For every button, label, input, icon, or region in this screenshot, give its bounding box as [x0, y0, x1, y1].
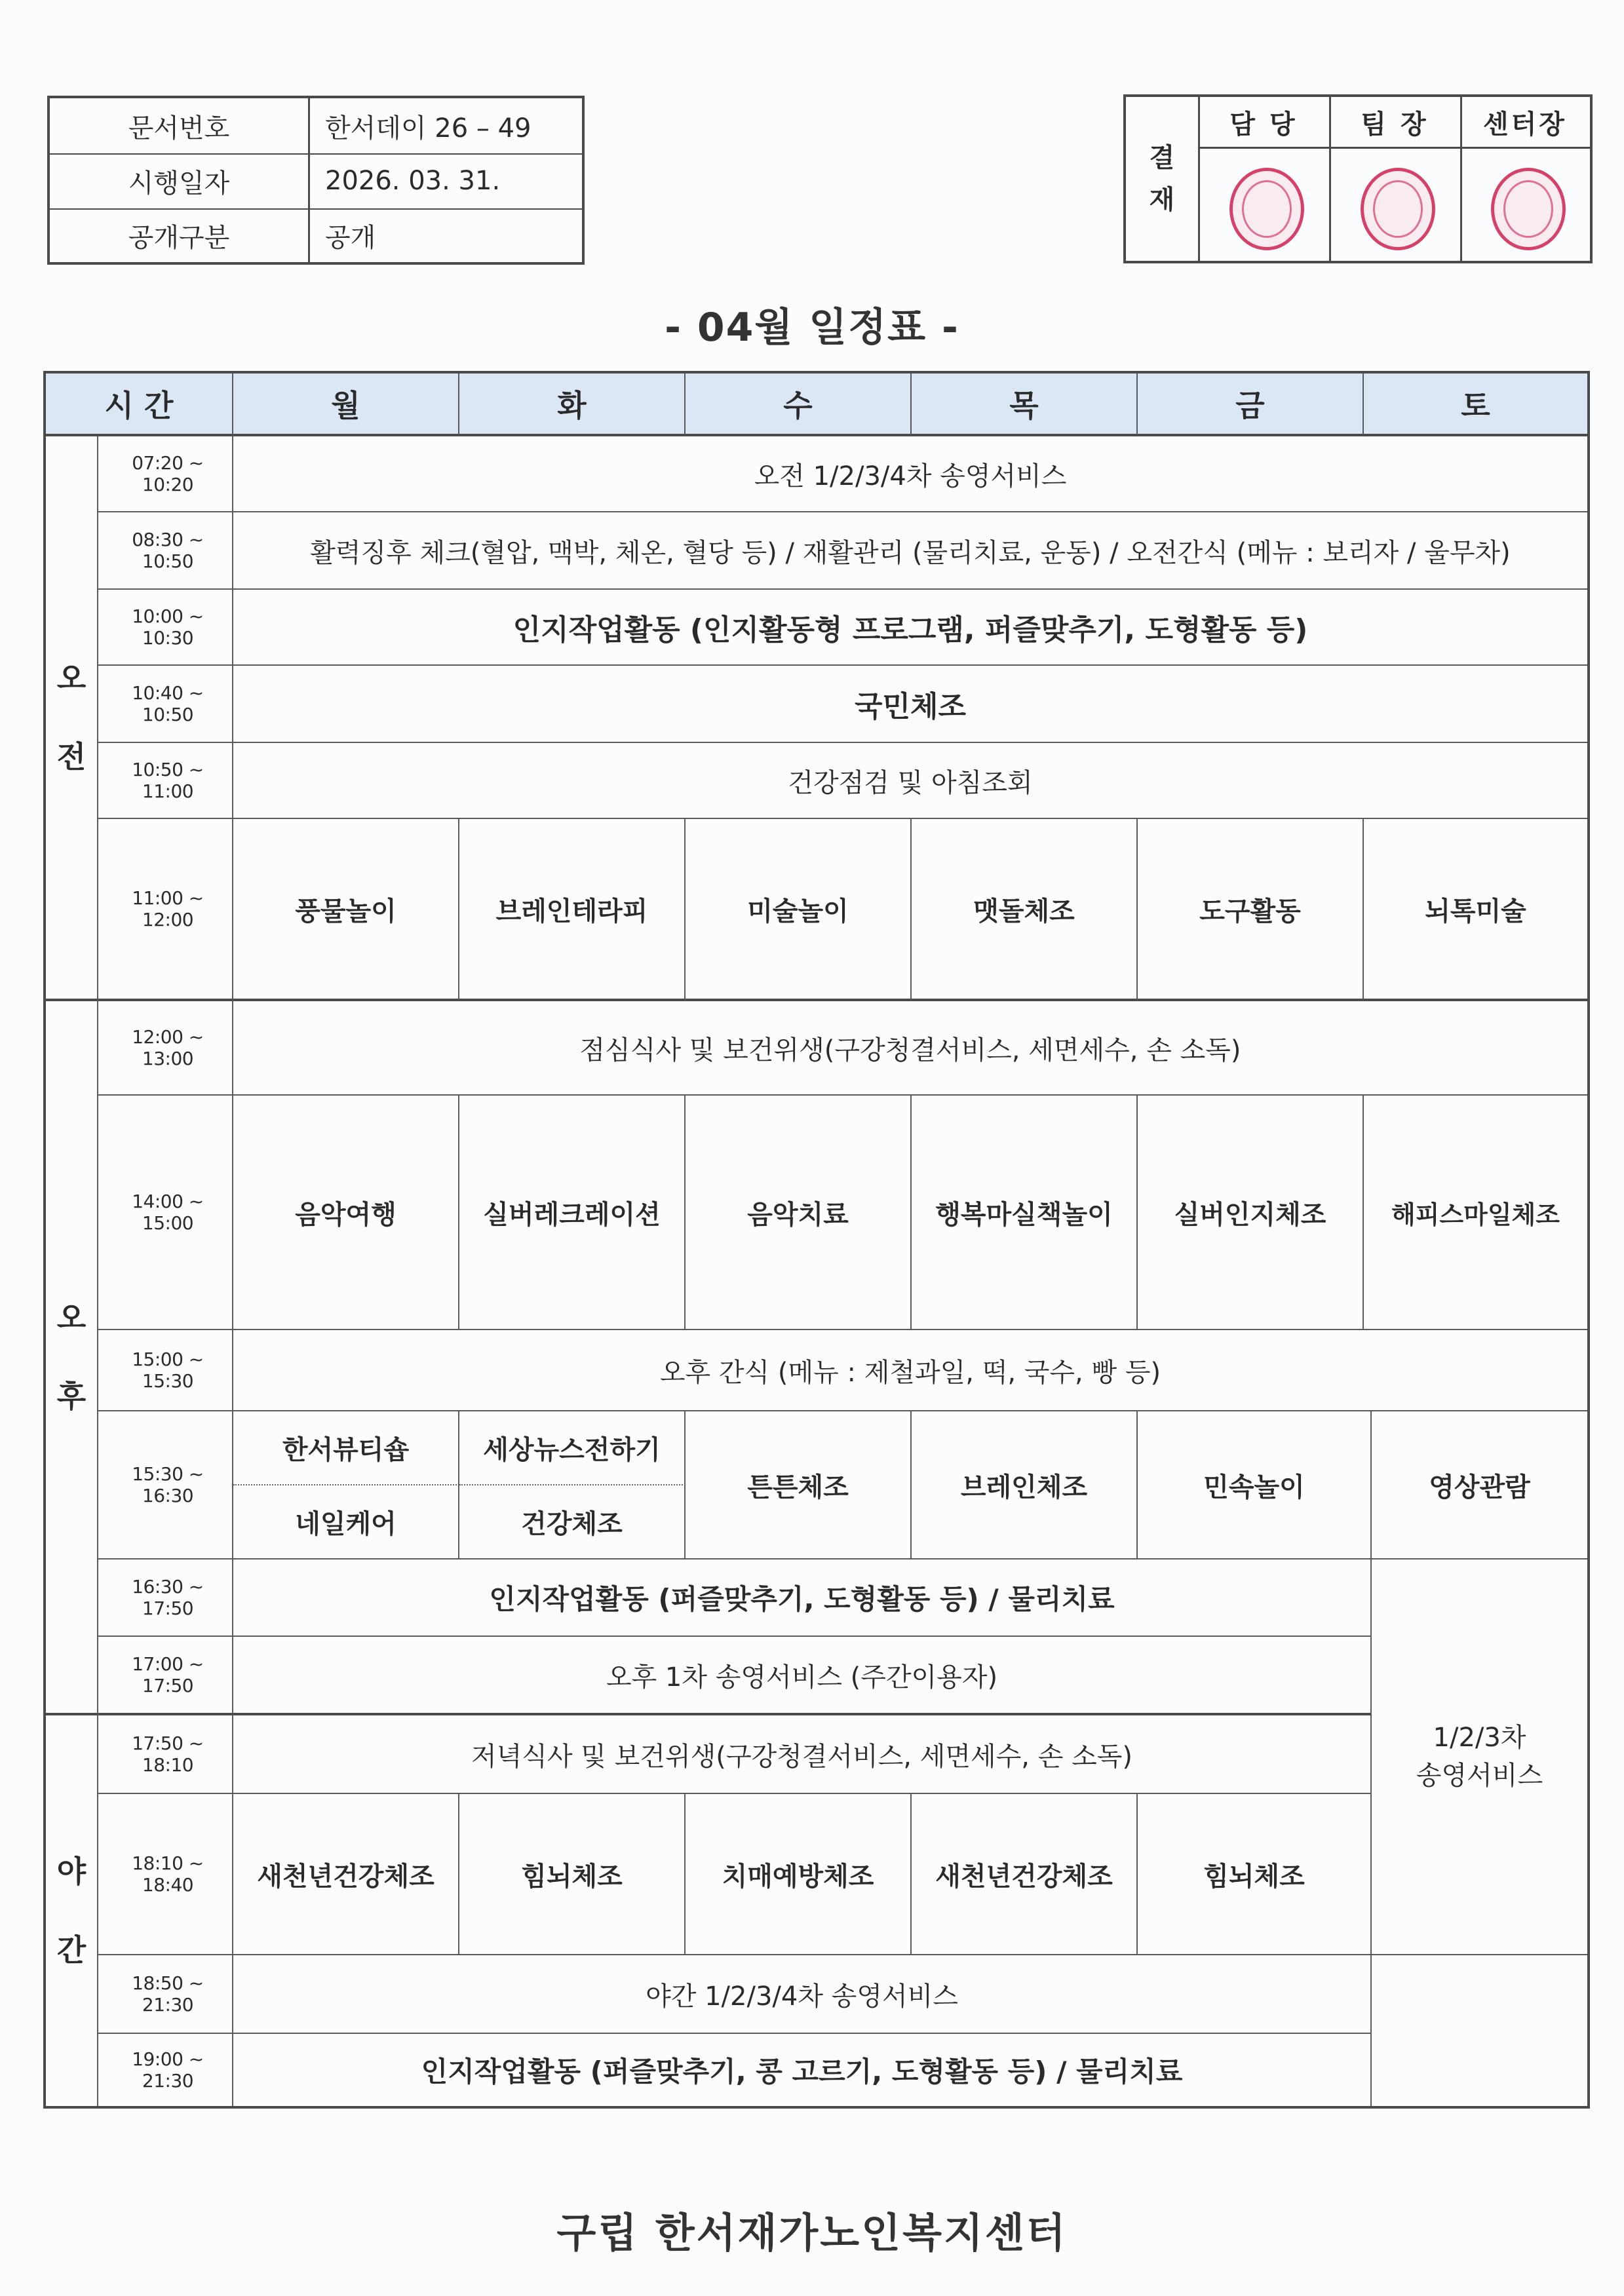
page-title: - 04월 일정표 - — [665, 305, 959, 351]
approval-table — [1123, 94, 1593, 263]
activity-tue-1100: 브레인테라피 — [459, 819, 686, 1001]
approval-side-bottom: 재 — [1149, 185, 1175, 215]
activity-dinner: 저녁식사 및 보건위생(구강청결서비스, 세면세수, 손 소독) — [233, 1715, 1372, 1794]
time-cell: 10:00 ~ 10:30 — [98, 590, 233, 666]
time-cell: 11:00 ~ 12:00 — [98, 819, 233, 1001]
footer-org-name: 구립 한서재가노인복지센터 — [556, 2209, 1068, 2257]
activity-wed-1530: 튼튼체조 — [686, 1411, 912, 1559]
sat-night-empty — [1372, 1955, 1587, 2106]
activity-mon-1810: 새천년건강체조 — [233, 1794, 459, 1955]
activity-fri-1810: 힘뇌체조 — [1138, 1794, 1372, 1955]
header-tue: 화 — [459, 373, 686, 436]
activity-vital-check: 활력징후 체크(혈압, 맥박, 체온, 혈당 등) / 재활관리 (물리치료, 운동) / 오전간식 (메뉴 : 보리자 / 울무차) — [233, 512, 1587, 590]
activity-tue-1530-bottom: 건강체조 — [459, 1485, 686, 1559]
header-wed: 수 — [686, 373, 912, 436]
activity-fri-1100: 도구활동 — [1138, 819, 1364, 1001]
issue-date-value: 2026. 03. 31. — [325, 166, 501, 196]
doc-number-value: 한서데이 26 – 49 — [325, 113, 532, 144]
disclosure-label: 공개구분 — [50, 208, 310, 262]
approval-head-director: 센터장 — [1460, 97, 1590, 149]
seal-stamp-icon — [1361, 168, 1435, 250]
activity-mon-1400: 음악여행 — [233, 1096, 459, 1330]
time-cell: 07:20 ~ 10:20 — [98, 436, 233, 512]
activity-cognitive-night: 인지작업활동 (퍼즐맞추기, 콩 고르기, 도형활동 등) / 물리치료 — [233, 2034, 1372, 2106]
activity-national-exercise: 국민체조 — [233, 666, 1587, 743]
doc-number-row — [50, 98, 582, 155]
period-morning: 오 전 — [46, 436, 98, 1001]
activity-cognitive-afternoon: 인지작업활동 (퍼즐맞추기, 도형활동 등) / 물리치료 — [233, 1559, 1372, 1637]
activity-lunch: 점심식사 및 보건위생(구강청결서비스, 세면세수, 손 소독) — [233, 1001, 1587, 1096]
time-cell: 14:00 ~ 15:00 — [98, 1096, 233, 1330]
activity-sat-transport — [1372, 1559, 1587, 1955]
header-fri: 금 — [1138, 373, 1364, 436]
activity-cognitive-morning: 인지작업활동 (인지활동형 프로그램, 퍼즐맞추기, 도형활동 등) — [233, 590, 1587, 666]
activity-mon-1530-bottom: 네일케어 — [233, 1485, 459, 1559]
header-sat: 토 — [1364, 373, 1587, 436]
activity-wed-1400: 음악치료 — [686, 1096, 912, 1330]
approval-side-label — [1126, 97, 1200, 261]
approval-col-team-lead — [1329, 97, 1462, 261]
schedule-table — [43, 371, 1590, 2109]
activity-fri-1400: 실버인지체조 — [1138, 1096, 1364, 1330]
period-afternoon: 오 후 — [46, 1001, 98, 1715]
activity-sat-1400: 해피스마일체조 — [1364, 1096, 1587, 1330]
header-time: 시 간 — [46, 373, 233, 436]
disclosure-row — [50, 208, 582, 262]
disclosure-value: 공개 — [325, 222, 376, 253]
activity-mon-1100: 풍물놀이 — [233, 819, 459, 1001]
activity-tue-1400: 실버레크레이션 — [459, 1096, 686, 1330]
activity-thu-1400: 행복마실책놀이 — [912, 1096, 1138, 1330]
approval-head-team-lead: 팀 장 — [1329, 97, 1460, 149]
issue-date-row — [50, 153, 582, 210]
activity-afternoon-snack: 오후 간식 (메뉴 : 제철과일, 떡, 국수, 빵 등) — [233, 1330, 1587, 1411]
time-cell: 18:10 ~ 18:40 — [98, 1794, 233, 1955]
activity-fri-1530: 민속놀이 — [1138, 1411, 1372, 1559]
seal-stamp-icon — [1491, 168, 1566, 250]
time-cell: 15:00 ~ 15:30 — [98, 1330, 233, 1411]
activity-mon-1530-top: 한서뷰티숍 — [233, 1411, 459, 1485]
seal-stamp-icon — [1229, 168, 1304, 250]
activity-health-check: 건강점검 및 아침조회 — [233, 743, 1587, 819]
activity-sat-1100: 뇌톡미술 — [1364, 819, 1587, 1001]
activity-afternoon-transport: 오후 1차 송영서비스 (주간이용자) — [233, 1637, 1372, 1715]
document-info-table — [47, 96, 585, 265]
issue-date-label: 시행일자 — [50, 153, 310, 208]
approval-head-manager: 담 당 — [1198, 97, 1329, 149]
activity-tue-1810: 힘뇌체조 — [459, 1794, 686, 1955]
approval-side-top: 결 — [1149, 143, 1175, 173]
time-cell: 18:50 ~ 21:30 — [98, 1955, 233, 2034]
period-night: 야 간 — [46, 1715, 98, 2106]
time-cell: 15:30 ~ 16:30 — [98, 1411, 233, 1559]
activity-night-transport: 야간 1/2/3/4차 송영서비스 — [233, 1955, 1372, 2034]
activity-thu-1810: 새천년건강체조 — [912, 1794, 1138, 1955]
time-cell: 08:30 ~ 10:50 — [98, 512, 233, 590]
time-cell: 19:00 ~ 21:30 — [98, 2034, 233, 2106]
activity-wed-1100: 미술놀이 — [686, 819, 912, 1001]
activity-thu-1100: 맷돌체조 — [912, 819, 1138, 1001]
sat-transport-line1: 1/2/3차 — [1433, 1723, 1526, 1753]
header-mon: 월 — [233, 373, 459, 436]
sat-transport-line2: 송영서비스 — [1416, 1761, 1543, 1791]
activity-thu-1530: 브레인체조 — [912, 1411, 1138, 1559]
time-cell: 10:40 ~ 10:50 — [98, 666, 233, 743]
activity-sat-1530: 영상관람 — [1372, 1411, 1587, 1559]
time-cell: 16:30 ~ 17:50 — [98, 1559, 233, 1637]
activity-morning-transport: 오전 1/2/3/4차 송영서비스 — [233, 436, 1587, 512]
time-cell: 12:00 ~ 13:00 — [98, 1001, 233, 1096]
time-cell: 10:50 ~ 11:00 — [98, 743, 233, 819]
activity-wed-1810: 치매예방체조 — [686, 1794, 912, 1955]
time-cell: 17:00 ~ 17:50 — [98, 1637, 233, 1715]
doc-number-label: 문서번호 — [50, 98, 310, 153]
approval-col-director — [1460, 97, 1590, 261]
activity-tue-1530-top: 세상뉴스전하기 — [459, 1411, 686, 1485]
approval-col-manager — [1198, 97, 1331, 261]
header-thu: 목 — [912, 373, 1138, 436]
time-cell: 17:50 ~ 18:10 — [98, 1715, 233, 1794]
